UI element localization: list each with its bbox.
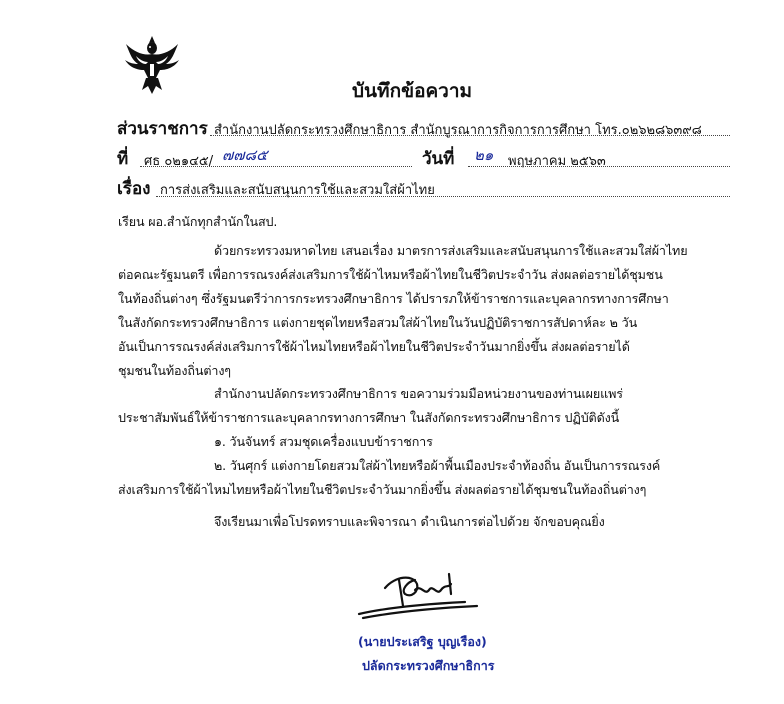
subject-value: การส่งเสริมและสนับสนุนการใช้และสวมใส่ผ้าไทย	[160, 183, 435, 198]
ref-number-handwritten: ๗๗๘๕	[222, 146, 268, 164]
signatory-position: ปลัดกระทรวงศึกษาธิการ	[362, 658, 495, 673]
date-month-year: พฤษภาคม ๒๕๖๓	[508, 154, 606, 169]
p1-line: อันเป็นการรณรงค์ส่งเสริมการใช้ผ้าไหมไทยหรือผ้าไทยในชีวิตประจำวันมากยิ่งขึ้น ส่งผลต่อรายได้	[118, 339, 630, 354]
ref-label: ที่	[117, 149, 129, 169]
agency-value: สำนักงานปลัดกระทรวงศึกษาธิการ สำนักบูรณาการกิจการการศึกษา โทร.๐๒๖๒๘๖๓๙๘	[214, 123, 702, 138]
subject-underline	[156, 196, 730, 197]
p1-line: ในท้องถิ่นต่างๆ ซึ่งรัฐมนตรีว่าการกระทรวงศึกษาธิการ ได้ปรารภให้ข้าราชการและบุคลากรทางการศึกษา	[118, 291, 669, 306]
p2-line: ประชาสัมพันธ์ให้ข้าราชการและบุคลากรทางการศึกษา ในสังกัดกระทรวงศึกษาธิการ ปฏิบัติดังนี้	[118, 410, 620, 425]
memo-title: บันทึกข้อความ	[352, 80, 473, 102]
p1-line: ต่อคณะรัฐมนตรี เพื่อการรณรงค์ส่งเสริมการใช้ผ้าไหมหรือผ้าไทยในชีวิตประจำวัน ส่งผลต่อรายได้ชุมชน	[118, 267, 663, 282]
p2-line: สำนักงานปลัดกระทรวงศึกษาธิการ ขอความร่วมมือหน่วยงานของท่านเผยแพร่	[214, 386, 623, 401]
p1-line: ด้วยกระทรวงมหาดไทย เสนอเรื่อง มาตรการส่งเสริมและสนับสนุนการใช้และสวมใส่ผ้าไทย	[214, 243, 688, 258]
p1-line: ในสังกัดกระทรวงศึกษาธิการ แต่งกายชุดไทยหรือสวมใส่ผ้าไทยในวันปฏิบัติราชการสัปดาห์ละ ๒ วัน	[118, 315, 638, 330]
ref-underline	[140, 166, 412, 167]
signatory-name: (นายประเสริฐ บุญเรือง)	[358, 634, 487, 649]
signature-image	[355, 566, 485, 622]
date-day-handwritten: ๒๑	[474, 146, 494, 164]
p2-item-2: ๒. วันศุกร์ แต่งกายโดยสวมใส่ผ้าไทยหรือผ้าพื้นเมืองประจำท้องถิ่น อันเป็นการรณรงค์	[214, 458, 661, 473]
agency-label: ส่วนราชการ	[117, 119, 208, 139]
agency-underline	[210, 135, 730, 136]
date-underline	[468, 166, 730, 167]
ref-prefix: ศธ ๐๒๑๔๕/	[144, 154, 214, 169]
p2-item-1: ๑. วันจันทร์ สวมชุดเครื่องแบบข้าราชการ	[214, 434, 433, 449]
date-label: วันที่	[422, 149, 455, 169]
subject-label: เรื่อง	[117, 179, 151, 199]
p1-line: ชุมชนในท้องถิ่นต่างๆ	[118, 363, 231, 378]
garuda-emblem	[124, 34, 180, 96]
p2-line: ส่งเสริมการใช้ผ้าไหมไทยหรือผ้าไทยในชีวิตประจำวันมากยิ่งขึ้น ส่งผลต่อรายได้ชุมชนในท้องถิ่นต่างๆ	[118, 482, 647, 497]
salutation: เรียน ผอ.สำนักทุกสำนักในสป.	[118, 214, 278, 229]
closing-line: จึงเรียนมาเพื่อโปรดทราบและพิจารณา ดำเนินการต่อไปด้วย จักขอบคุณยิ่ง	[214, 514, 605, 529]
